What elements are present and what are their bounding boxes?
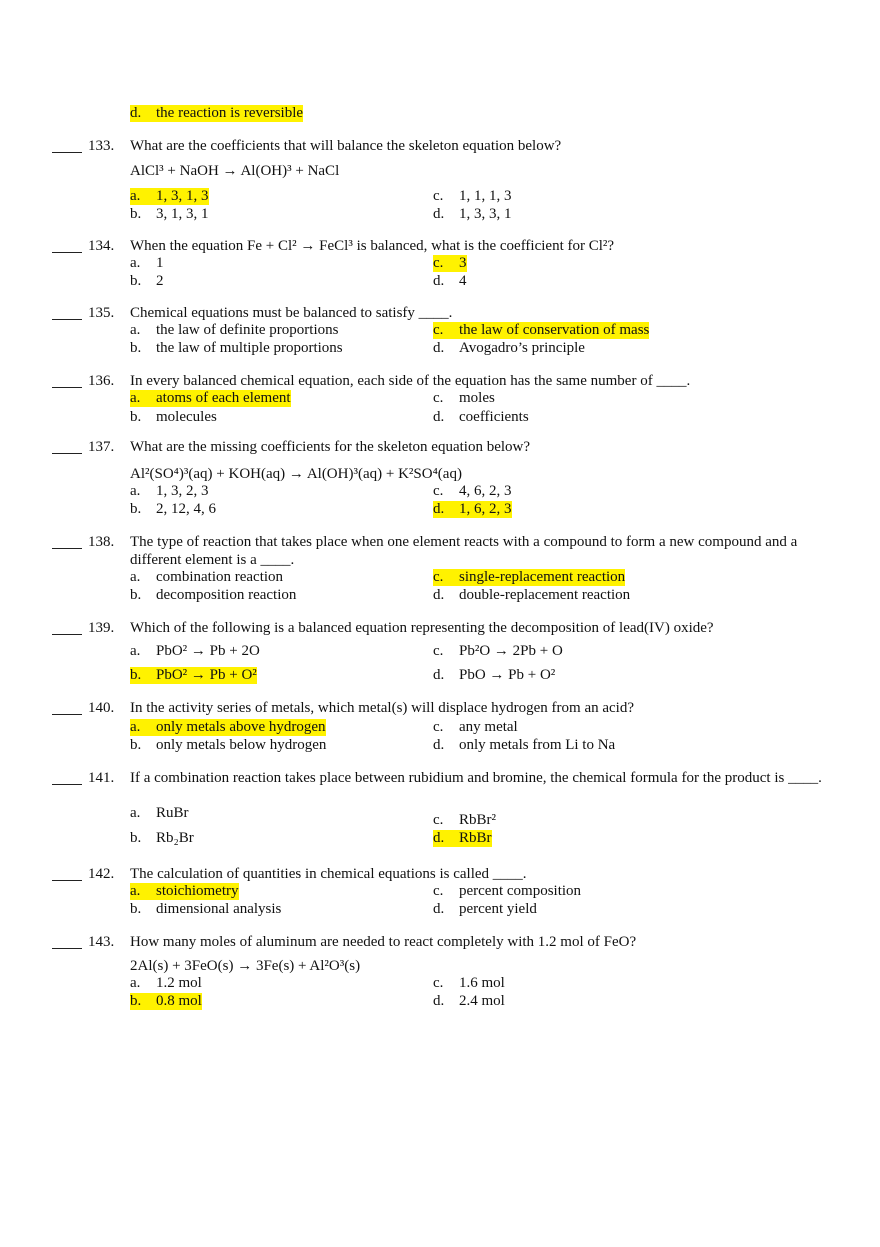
option-label: b.	[130, 409, 142, 425]
question-stem: Chemical equations must be balanced to satisfy ____.	[130, 305, 453, 321]
option-label: b.	[130, 501, 142, 517]
option-label: a.	[130, 975, 141, 991]
option-c[interactable]	[433, 322, 649, 339]
option-text: RbBr	[459, 830, 492, 846]
option-text: single-replacement reaction	[459, 569, 626, 585]
option-c[interactable]	[433, 255, 467, 272]
option-b[interactable]	[130, 587, 296, 604]
option-text: 0.8 mol	[156, 993, 202, 1009]
option-label: b.	[130, 587, 142, 603]
option-text: 2.4 mol	[459, 993, 505, 1009]
option-text: percent composition	[459, 883, 582, 899]
question-stem: If a combination reaction takes place between rubidium and bromine, the chemical formula for the product is ____.	[130, 770, 822, 786]
question-number: 140.	[88, 700, 115, 716]
option-a[interactable]	[130, 322, 338, 339]
option-label: b.	[130, 901, 142, 917]
option-c[interactable]	[433, 188, 512, 205]
option-d[interactable]	[433, 409, 529, 426]
option-label: b.	[130, 340, 142, 356]
option-text: PbO² → Pb + 2O	[156, 643, 260, 659]
option-label: a.	[130, 883, 156, 900]
option-label: a.	[130, 188, 156, 205]
option-label: d.	[433, 830, 459, 847]
option-label: d.	[433, 340, 445, 356]
option-text: 1, 3, 1, 3	[156, 188, 209, 204]
option-d[interactable]	[433, 901, 537, 918]
option-label: d.	[433, 273, 445, 289]
answer-blank[interactable]	[52, 374, 82, 388]
option-text: dimensional analysis	[156, 901, 282, 917]
option-label: c.	[433, 569, 459, 586]
option-c[interactable]	[433, 719, 518, 736]
option-b[interactable]	[130, 667, 257, 684]
option-c[interactable]	[433, 643, 563, 660]
answer-blank[interactable]	[52, 535, 82, 549]
option-text: stoichiometry	[156, 883, 239, 899]
option-a[interactable]	[130, 188, 209, 205]
option-d[interactable]	[433, 273, 467, 290]
option-label: d.	[433, 737, 445, 753]
option-text: moles	[459, 390, 495, 406]
answer-blank[interactable]	[52, 440, 82, 454]
carryover-option-d	[130, 105, 303, 122]
option-text: percent yield	[459, 901, 537, 917]
option-b[interactable]	[130, 901, 281, 918]
option-label: b.	[130, 830, 142, 846]
option-label: a.	[130, 719, 156, 736]
option-b[interactable]	[130, 273, 164, 290]
option-a[interactable]	[130, 883, 239, 900]
question-number: 141.	[88, 770, 115, 786]
option-label: a.	[130, 390, 156, 407]
option-label: b.	[130, 667, 156, 684]
option-text: 4, 6, 2, 3	[459, 483, 512, 499]
option-a[interactable]	[130, 719, 326, 736]
question-number: 135.	[88, 305, 115, 321]
option-a[interactable]	[130, 975, 202, 992]
question-stem: Which of the following is a balanced equation representing the decomposition of lead(IV) oxide?	[130, 620, 714, 636]
question-number: 142.	[88, 866, 115, 882]
question-number: 138.	[88, 534, 115, 550]
question-stem: What are the coefficients that will balance the skeleton equation below?	[130, 138, 562, 154]
question-number: 143.	[88, 934, 115, 950]
option-label: b.	[130, 206, 142, 222]
option-label: d.	[433, 409, 445, 425]
question-stem: The calculation of quantities in chemical equations is called ____.	[130, 866, 527, 882]
option-label: d.	[433, 901, 445, 917]
option-text: 1, 6, 2, 3	[459, 501, 512, 517]
option-text: 3	[459, 255, 467, 271]
option-text: RuBr	[156, 805, 189, 821]
option-text: 1, 3, 2, 3	[156, 483, 209, 499]
option-label: d.	[433, 587, 445, 603]
option-text: PbO → Pb + O²	[459, 667, 556, 683]
option-text: Avogadro’s principle	[459, 340, 585, 356]
option-text: RbBr²	[459, 812, 497, 828]
question-number: 133.	[88, 138, 115, 154]
option-d[interactable]	[433, 501, 512, 518]
question-number: 134.	[88, 238, 115, 254]
option-text: molecules	[156, 409, 217, 425]
option-text: decomposition reaction	[156, 587, 297, 603]
option-d[interactable]	[433, 830, 492, 847]
option-text: the law of multiple proportions	[156, 340, 343, 356]
chemical-equation: AlCl³ + NaOH → Al(OH)³ + NaCl	[130, 163, 340, 179]
option-label: c.	[433, 719, 444, 735]
option-d[interactable]	[433, 667, 555, 684]
option-label: a.	[130, 805, 141, 821]
option-text: double-replacement reaction	[459, 587, 631, 603]
option-d[interactable]	[433, 737, 615, 754]
option-b[interactable]	[130, 830, 194, 847]
option-label: c.	[433, 390, 444, 406]
option-text: 2, 12, 4, 6	[156, 501, 216, 517]
option-text: 4	[459, 273, 467, 289]
question-stem: The type of reaction that takes place when one element reacts with a compound to form a new compound and a different element is a ____.	[130, 534, 798, 568]
answer-blank[interactable]	[52, 771, 82, 785]
option-text: only metals above hydrogen	[156, 719, 326, 735]
option-text: PbO² → Pb + O²	[156, 667, 257, 683]
chemical-equation: Al²(SO⁴)³(aq) + KOH(aq) → Al(OH)³(aq) + K²SO⁴(aq)	[130, 466, 462, 482]
option-text: Rb₂Br	[156, 830, 194, 846]
option-text: 1	[156, 255, 164, 271]
option-label: a.	[130, 643, 141, 659]
option-text: any metal	[459, 719, 518, 735]
option-text: combination reaction	[156, 569, 284, 585]
option-b[interactable]	[130, 206, 209, 223]
question-stem: In the activity series of metals, which metal(s) will displace hydrogen from an acid?	[130, 700, 635, 716]
option-c[interactable]	[433, 975, 505, 992]
answer-blank[interactable]	[52, 867, 82, 881]
option-a[interactable]	[130, 483, 209, 500]
question-number: 136.	[88, 373, 115, 389]
option-c[interactable]	[433, 569, 625, 586]
question-number: 139.	[88, 620, 115, 636]
option-d[interactable]	[433, 993, 505, 1010]
option-text: only metals from Li to Na	[459, 737, 616, 753]
answer-blank[interactable]	[52, 935, 82, 949]
option-text: the reaction is reversible	[156, 105, 304, 121]
option-d[interactable]	[433, 587, 630, 604]
answer-blank[interactable]	[52, 239, 82, 253]
option-label: b.	[130, 273, 142, 289]
option-c[interactable]	[433, 483, 512, 500]
option-b[interactable]	[130, 409, 217, 426]
option-d[interactable]	[433, 206, 512, 223]
option-label: d.	[433, 206, 445, 222]
option-label: a.	[130, 483, 141, 499]
option-label: c.	[433, 188, 444, 204]
option-c[interactable]	[433, 883, 581, 900]
option-a[interactable]	[130, 255, 164, 272]
option-a[interactable]	[130, 390, 291, 407]
option-text: 1.2 mol	[156, 975, 202, 991]
option-text: coefficients	[459, 409, 529, 425]
option-text: the law of definite proportions	[156, 322, 339, 338]
option-c[interactable]	[433, 390, 495, 407]
question-stem: When the equation Fe + Cl² → FeCl³ is balanced, what is the coefficient for Cl²?	[130, 238, 615, 254]
option-c[interactable]	[433, 812, 496, 829]
question-stem: How many moles of aluminum are needed to react completely with 1.2 mol of FeO?	[130, 934, 637, 950]
option-text: 2	[156, 273, 164, 289]
option-text: 3, 1, 3, 1	[156, 206, 209, 222]
answer-blank[interactable]	[52, 306, 82, 320]
option-label: b.	[130, 737, 142, 753]
question-number: 137.	[88, 439, 115, 455]
option-d[interactable]	[433, 340, 585, 357]
option-a[interactable]	[130, 569, 283, 586]
option-label: c.	[433, 883, 444, 899]
option-b[interactable]	[130, 993, 202, 1010]
option-label: c.	[433, 322, 459, 339]
option-b[interactable]	[130, 737, 326, 754]
option-label: a.	[130, 322, 141, 338]
option-label: c.	[433, 255, 459, 272]
option-b[interactable]	[130, 340, 343, 357]
answer-blank[interactable]	[52, 621, 82, 635]
option-label: d.	[130, 105, 156, 122]
option-label: d.	[433, 501, 459, 518]
option-label: a.	[130, 569, 141, 585]
option-text: 1, 3, 3, 1	[459, 206, 512, 222]
option-label: a.	[130, 255, 141, 271]
option-text: Pb²O → 2Pb + O	[459, 643, 563, 659]
option-text: 1.6 mol	[459, 975, 505, 991]
chemical-equation: 2Al(s) + 3FeO(s) → 3Fe(s) + Al²O³(s)	[130, 958, 361, 974]
question-stem: In every balanced chemical equation, each side of the equation has the same number of ____.	[130, 373, 691, 389]
option-text: 1, 1, 1, 3	[459, 188, 512, 204]
question-stem: What are the missing coefficients for the skeleton equation below?	[130, 439, 531, 455]
option-a[interactable]	[130, 643, 260, 660]
option-label: c.	[433, 812, 444, 828]
option-text: atoms of each element	[156, 390, 291, 406]
option-label: d.	[433, 993, 445, 1009]
option-label: c.	[433, 483, 444, 499]
option-text: only metals below hydrogen	[156, 737, 327, 753]
option-a[interactable]	[130, 805, 189, 822]
option-text: the law of conservation of mass	[459, 322, 650, 338]
option-b[interactable]	[130, 501, 216, 518]
option-label: c.	[433, 643, 444, 659]
option-label: b.	[130, 993, 156, 1010]
option-label: c.	[433, 975, 444, 991]
answer-blank[interactable]	[52, 701, 82, 715]
option-label: d.	[433, 667, 445, 683]
answer-blank[interactable]	[52, 139, 82, 153]
